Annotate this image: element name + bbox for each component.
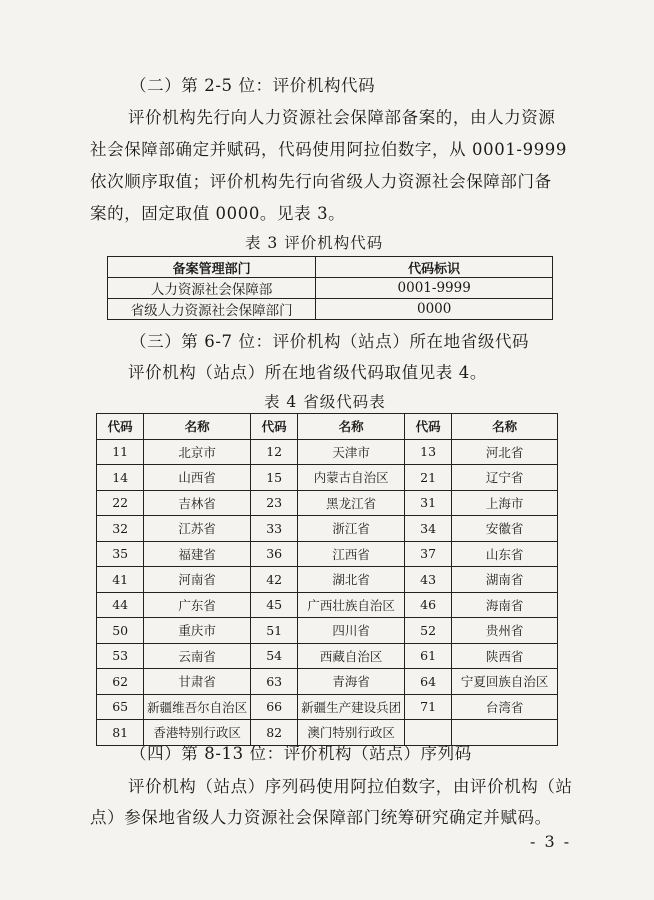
province-code-cell: 15 (250, 465, 297, 491)
province-code-cell: 65 (97, 694, 144, 720)
province-name-cell: 江苏省 (144, 516, 251, 542)
table-header-cell: 备案管理部门 (108, 257, 316, 278)
province-name-cell: 湖北省 (298, 567, 405, 593)
province-code-cell: 52 (404, 618, 451, 644)
table-row (97, 592, 558, 618)
province-code-cell: 37 (404, 541, 451, 567)
province-name-cell: 四川省 (298, 618, 405, 644)
table-cell: 0000 (316, 299, 553, 320)
province-code-cell: 42 (250, 567, 297, 593)
province-name-cell: 浙江省 (298, 516, 405, 542)
table-row (97, 694, 558, 720)
province-name-cell: 云南省 (144, 643, 251, 669)
province-name-cell: 甘肃省 (144, 669, 251, 695)
page-number: - 3 - (530, 832, 572, 851)
table-cell: 0001-9999 (316, 278, 553, 299)
table-row (97, 618, 558, 644)
province-name-cell: 宁夏回族自治区 (452, 669, 558, 695)
province-name-cell: 河北省 (452, 439, 558, 465)
province-code-cell: 14 (97, 465, 144, 491)
province-code-cell: 34 (404, 516, 451, 542)
table-header-cell: 代码 (97, 414, 144, 440)
province-name-cell: 湖南省 (452, 567, 558, 593)
province-code-cell: 44 (97, 592, 144, 618)
table-4 (96, 413, 558, 746)
province-code-cell: 54 (250, 643, 297, 669)
province-code-cell: 62 (97, 669, 144, 695)
province-name-cell: 安徽省 (452, 516, 558, 542)
table-header-cell: 代码 (404, 414, 451, 440)
table-4-caption: 表 4 省级代码表 (264, 393, 386, 411)
table-cell: 省级人力资源社会保障部门 (108, 299, 316, 320)
table-3 (107, 256, 553, 320)
province-code-cell: 71 (404, 694, 451, 720)
province-code-cell: 64 (404, 669, 451, 695)
section-2-heading: （二）第 2-5 位：评价机构代码 (130, 76, 376, 95)
province-name-cell: 福建省 (144, 541, 251, 567)
table-row (97, 465, 558, 491)
section-2-para-line: 依次顺序取值；评价机构先行向省级人力资源社会保障部门备 (90, 172, 552, 191)
province-code-cell: 51 (250, 618, 297, 644)
table-row (97, 669, 558, 695)
province-code-cell: 45 (250, 592, 297, 618)
province-code-cell: 11 (97, 439, 144, 465)
province-code-cell: 32 (97, 516, 144, 542)
province-code-cell (404, 720, 451, 746)
province-name-cell: 辽宁省 (452, 465, 558, 491)
section-4-para-line: 评价机构（站点）序列码使用阿拉伯数字，由评价机构（站 (128, 777, 573, 796)
province-name-cell: 天津市 (298, 439, 405, 465)
province-name-cell: 吉林省 (144, 490, 251, 516)
province-name-cell: 西藏自治区 (298, 643, 405, 669)
province-name-cell: 河南省 (144, 567, 251, 593)
table-row (97, 439, 558, 465)
province-code-cell: 43 (404, 567, 451, 593)
province-code-cell: 61 (404, 643, 451, 669)
table-row (97, 516, 558, 542)
province-code-cell: 46 (404, 592, 451, 618)
province-name-cell: 重庆市 (144, 618, 251, 644)
province-name-cell: 内蒙古自治区 (298, 465, 405, 491)
province-code-cell: 33 (250, 516, 297, 542)
table-4-body (97, 439, 558, 745)
section-4-para-line: 点）参保地省级人力资源社会保障部门统筹研究确定并赋码。 (90, 808, 552, 827)
section-3-para-line: 评价机构（站点）所在地省级代码取值见表 4。 (128, 363, 487, 382)
province-name-cell: 黑龙江省 (298, 490, 405, 516)
table-header-cell: 名称 (144, 414, 251, 440)
table-row (97, 490, 558, 516)
table-header-cell: 名称 (452, 414, 558, 440)
province-name-cell: 贵州省 (452, 618, 558, 644)
province-name-cell: 新疆维吾尔自治区 (144, 694, 251, 720)
section-3-heading: （三）第 6-7 位：评价机构（站点）所在地省级代码 (130, 332, 530, 351)
table-header-cell: 代码 (250, 414, 297, 440)
province-name-cell (452, 720, 558, 746)
province-code-cell: 82 (250, 720, 297, 746)
province-name-cell: 山西省 (144, 465, 251, 491)
table-row (108, 278, 553, 299)
province-code-cell: 23 (250, 490, 297, 516)
province-name-cell: 澳门特别行政区 (298, 720, 405, 746)
section-4-heading: （四）第 8-13 位：评价机构（站点）序列码 (130, 744, 472, 763)
province-name-cell: 江西省 (298, 541, 405, 567)
table-header-cell: 代码标识 (316, 257, 553, 278)
table-row (108, 299, 553, 320)
province-name-cell: 陕西省 (452, 643, 558, 669)
province-name-cell: 北京市 (144, 439, 251, 465)
province-code-cell: 36 (250, 541, 297, 567)
section-2-para-line: 社会保障部确定并赋码，代码使用阿拉伯数字，从 0001-9999 (90, 140, 568, 159)
section-2-para-line: 评价机构先行向人力资源社会保障部备案的，由人力资源 (128, 108, 556, 127)
province-name-cell: 山东省 (452, 541, 558, 567)
province-code-cell: 81 (97, 720, 144, 746)
province-code-cell: 22 (97, 490, 144, 516)
province-name-cell: 上海市 (452, 490, 558, 516)
table-cell: 人力资源社会保障部 (108, 278, 316, 299)
province-name-cell: 新疆生产建设兵团 (298, 694, 405, 720)
table-row (97, 567, 558, 593)
province-code-cell: 50 (97, 618, 144, 644)
table-3-caption: 表 3 评价机构代码 (245, 234, 384, 252)
province-code-cell: 63 (250, 669, 297, 695)
province-name-cell: 广东省 (144, 592, 251, 618)
province-code-cell: 66 (250, 694, 297, 720)
table-header-row (108, 257, 553, 278)
province-code-cell: 21 (404, 465, 451, 491)
province-name-cell: 广西壮族自治区 (298, 592, 405, 618)
province-code-cell: 35 (97, 541, 144, 567)
table-row (97, 541, 558, 567)
province-code-cell: 41 (97, 567, 144, 593)
province-name-cell: 青海省 (298, 669, 405, 695)
province-code-cell: 12 (250, 439, 297, 465)
table-row (97, 643, 558, 669)
table-row (97, 720, 558, 746)
province-name-cell: 香港特别行政区 (144, 720, 251, 746)
table-header-row (97, 414, 558, 440)
province-code-cell: 13 (404, 439, 451, 465)
province-name-cell: 台湾省 (452, 694, 558, 720)
province-code-cell: 53 (97, 643, 144, 669)
table-header-cell: 名称 (298, 414, 405, 440)
section-2-para-line: 案的，固定取值 0000。见表 3。 (90, 204, 346, 223)
province-name-cell: 海南省 (452, 592, 558, 618)
province-code-cell: 31 (404, 490, 451, 516)
